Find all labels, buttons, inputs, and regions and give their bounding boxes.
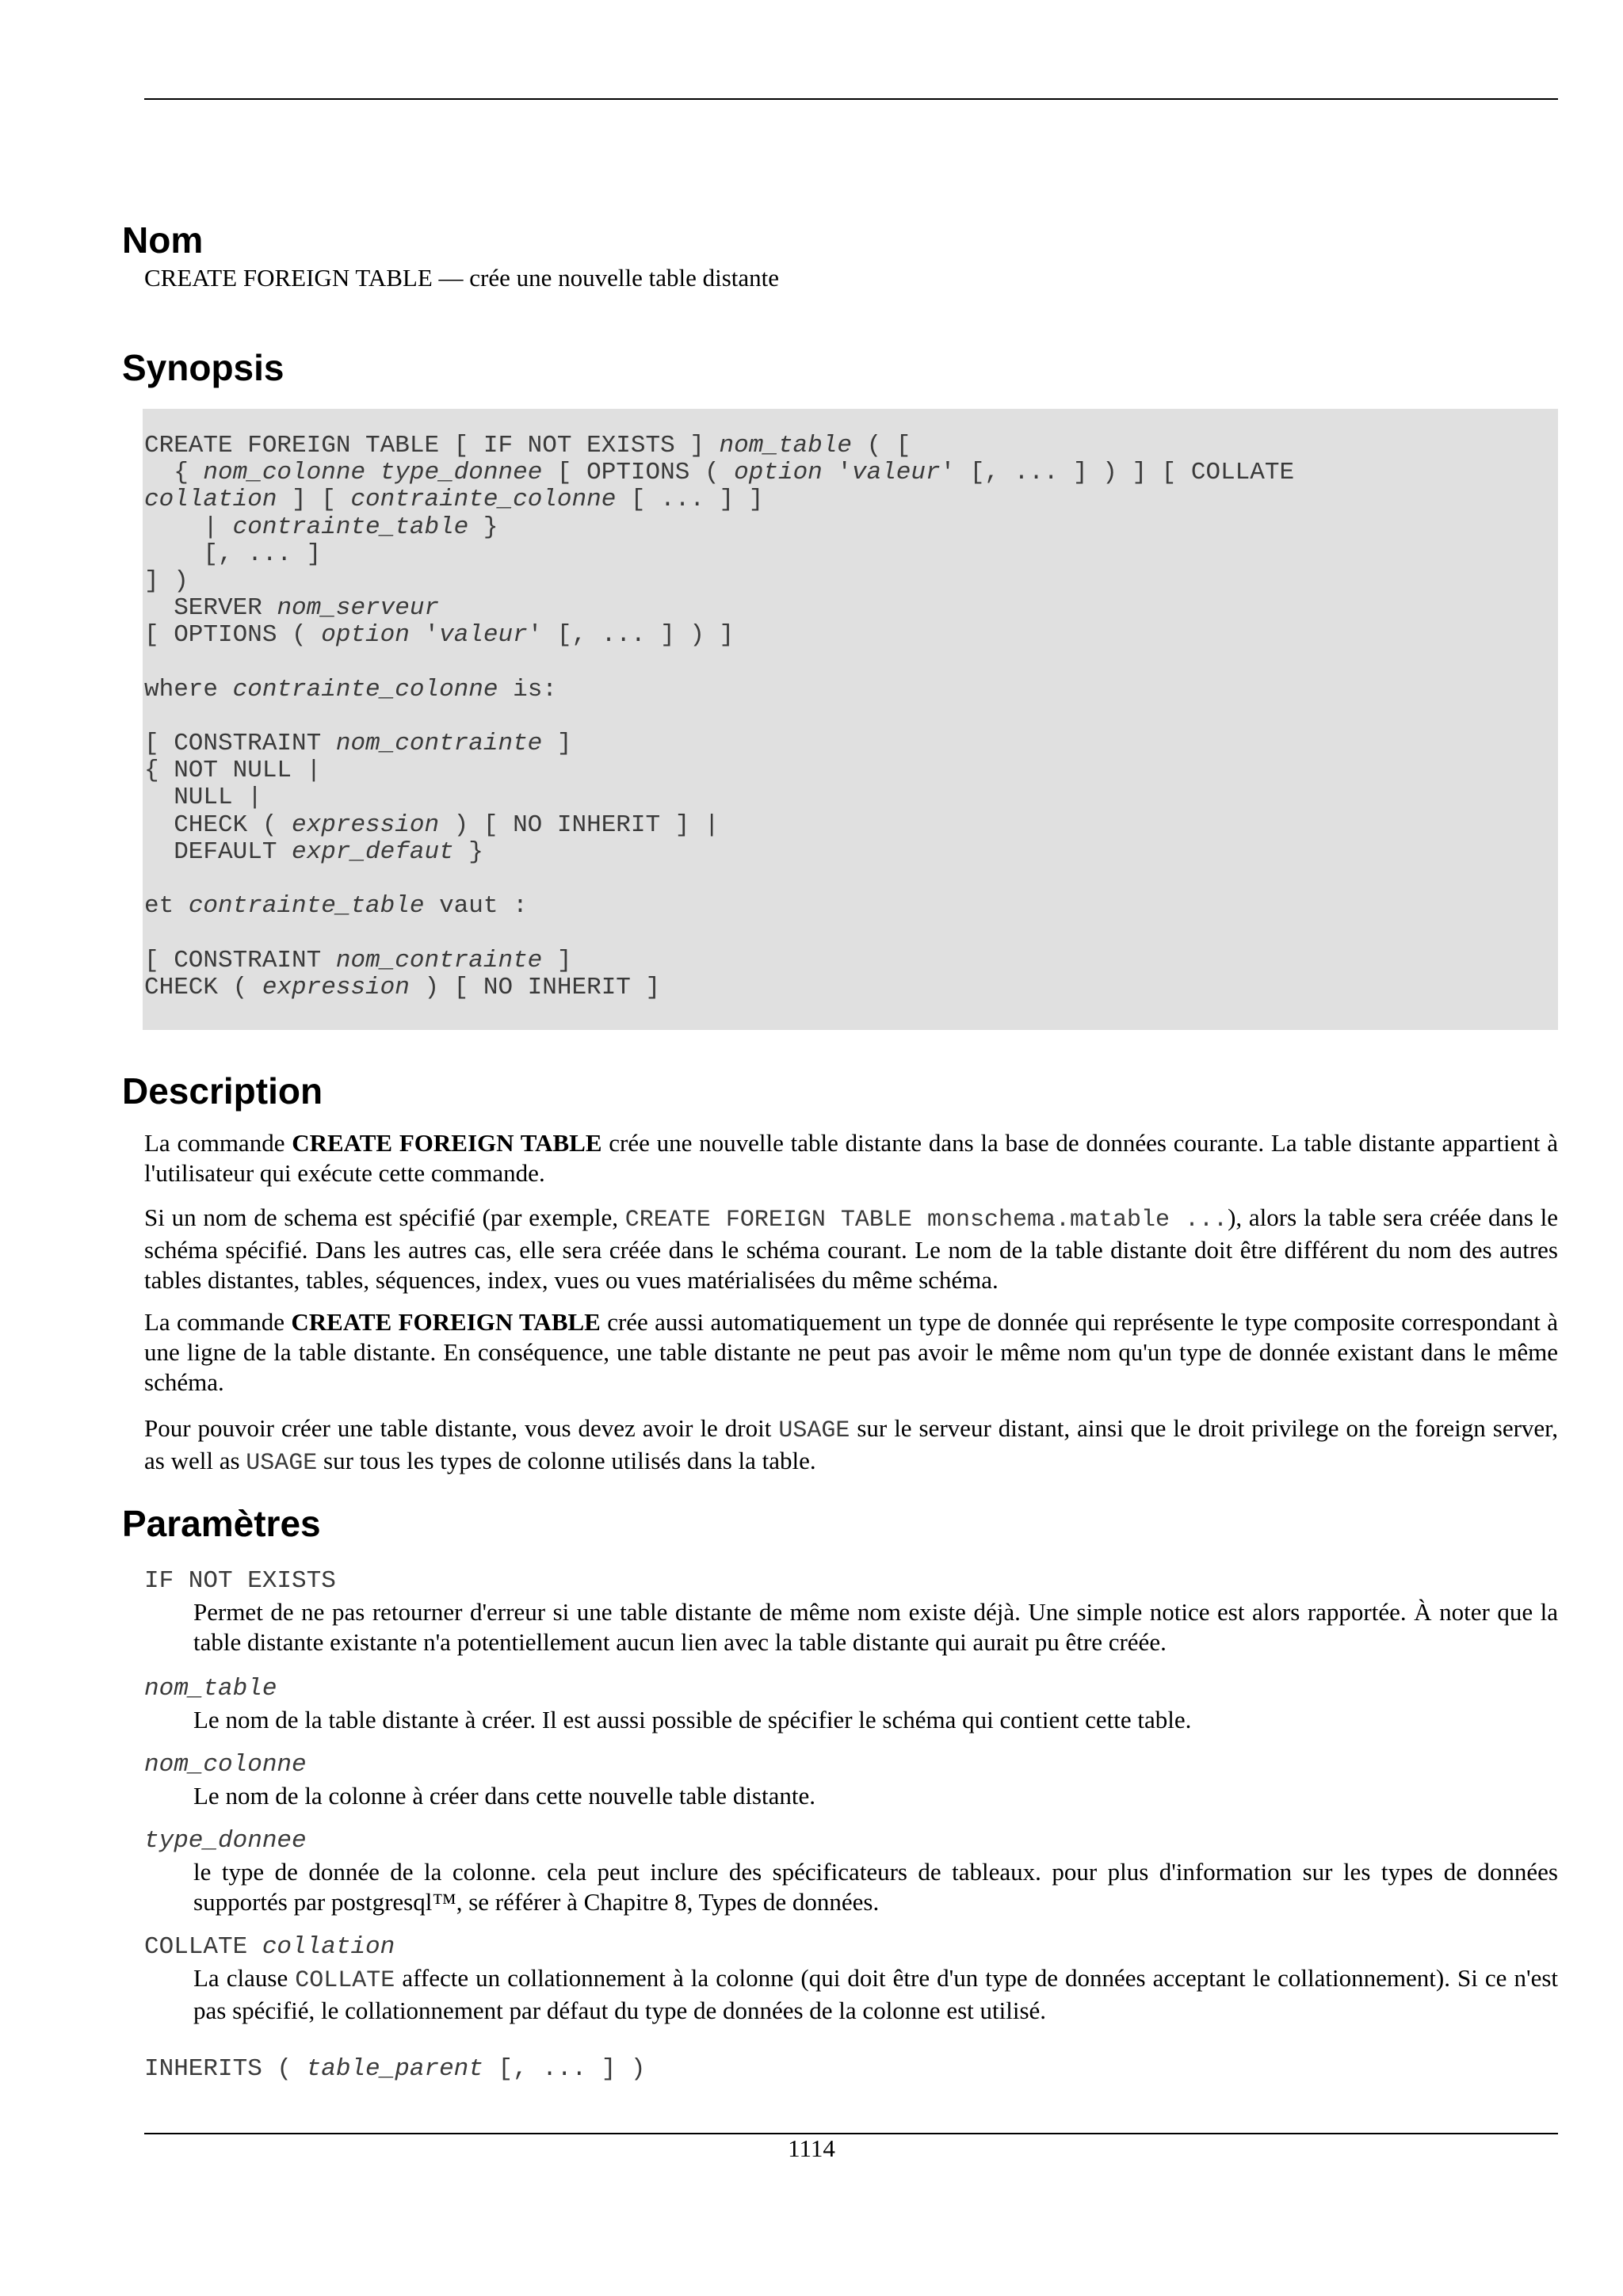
placeholder-term: valeur xyxy=(852,459,941,487)
code-text: ) [ NO INHERIT ] | xyxy=(439,810,720,839)
code-text: vaut : xyxy=(424,892,528,921)
param-term xyxy=(144,2055,646,2084)
synopsis-line xyxy=(144,893,1558,920)
code-text: } xyxy=(468,513,498,541)
code-text: ] xyxy=(542,730,572,758)
text-run: crée aussi automatiquement un type de donnée qui représente le type composite correspondant à une ligne de la table distante. En conséquence, une table distante ne peut pas avoir le même nom qu'un type de donnée existant dans le même schéma. xyxy=(144,1308,1559,1396)
code-text: where xyxy=(144,675,233,704)
code-text: is: xyxy=(498,675,557,704)
param-definition: le type de donnée de la colonne. cela peut inclure des spécificateurs de tableaux. pour plus d'information sur les types de données supportés par postgresql™, se référer à Chapitre 8, Types de données. xyxy=(193,1858,1558,1916)
param-term xyxy=(144,1675,277,1703)
synopsis-line xyxy=(144,650,1558,677)
placeholder-term: nom_colonne xyxy=(203,459,366,487)
placeholder-term: option xyxy=(734,459,823,487)
description-paragraph-4 xyxy=(144,1413,1558,1478)
synopsis-line xyxy=(144,677,1558,704)
text-run: ), alors la table sera créée dans le schéma spécifié. Dans les autres cas, elle sera créée dans le schéma courant. Le nom de la table distante doit être différent du nom des autres tables distantes, tables, séquences, index, vues ou vues matérialisées du même schéma. xyxy=(144,1203,1558,1294)
command-name: CREATE FOREIGN TABLE xyxy=(292,1129,602,1157)
placeholder-term: type_donnee xyxy=(144,1827,307,1855)
code-text: et xyxy=(144,892,189,921)
placeholder-term: collation xyxy=(262,1933,395,1961)
command-name: CREATE FOREIGN TABLE xyxy=(291,1308,601,1336)
code-text: CHECK ( xyxy=(144,973,262,1001)
text-run: La commande xyxy=(144,1308,292,1336)
placeholder-term: expression xyxy=(262,973,410,1001)
placeholder-term: nom_table xyxy=(144,1675,277,1703)
placeholder-term: expr_defaut xyxy=(292,837,454,866)
param-term xyxy=(144,1827,307,1855)
code-text: } xyxy=(453,837,483,866)
synopsis-line xyxy=(144,433,1558,460)
code-text: ] ) xyxy=(144,566,189,595)
synopsis-line xyxy=(144,866,1558,893)
synopsis-line xyxy=(144,704,1558,730)
code-text: ( [ xyxy=(851,432,911,460)
inline-code: COLLATE xyxy=(295,1967,395,1994)
code-text: ' xyxy=(409,621,440,650)
code-text: ] [ xyxy=(277,486,351,514)
text-run: Si un nom de schema est spécifié (par exemple, xyxy=(144,1203,625,1231)
heading-parametres: Paramètres xyxy=(122,1503,321,1544)
code-text: COLLATE xyxy=(144,1933,262,1961)
code-text: INHERITS ( xyxy=(144,2055,307,2083)
placeholder-term: contrainte_colonne xyxy=(350,486,617,514)
code-text: [ CONSTRAINT xyxy=(144,730,336,758)
synopsis-code-block xyxy=(143,409,1558,1030)
inline-code: CREATE FOREIGN TABLE monschema.matable ... xyxy=(624,1207,1228,1234)
text-run: affecte un collationnement à la colonne (qui doit être d'un type de données acceptant le collationnement). Si ce n'est pas spécifié, le collationnement par défaut du type de données de la colonne est utilisé. xyxy=(193,1964,1559,2024)
code-text: ' [, ... ] ) ] xyxy=(527,621,735,650)
code-text: [, ... ] ) xyxy=(483,2055,646,2083)
synopsis-line xyxy=(144,486,1558,513)
code-text: | xyxy=(144,513,233,541)
code-text: [ ... ] ] xyxy=(616,486,764,514)
code-text: CREATE FOREIGN TABLE [ IF NOT EXISTS ] xyxy=(144,432,720,460)
code-text: [ OPTIONS ( xyxy=(542,459,735,487)
synopsis-line xyxy=(144,757,1558,784)
inline-code: USAGE xyxy=(246,1450,318,1477)
heading-synopsis: Synopsis xyxy=(122,347,285,388)
code-text: NULL | xyxy=(144,784,262,812)
description-paragraph-3 xyxy=(144,1307,1558,1398)
synopsis-line xyxy=(144,784,1558,811)
code-text: { xyxy=(144,459,204,487)
inline-code: USAGE xyxy=(778,1417,850,1444)
heading-nom: Nom xyxy=(122,219,204,261)
placeholder-term: nom_table xyxy=(719,432,852,460)
code-text: [ CONSTRAINT xyxy=(144,946,336,974)
param-term xyxy=(144,1933,395,1962)
placeholder-term: expression xyxy=(292,810,440,839)
synopsis-line xyxy=(144,812,1558,839)
description-paragraph-1 xyxy=(144,1128,1558,1188)
code-text: IF NOT EXISTS xyxy=(144,1567,336,1595)
code-text: ] xyxy=(542,946,572,974)
placeholder-term: nom_serveur xyxy=(277,594,440,623)
param-definition xyxy=(193,1963,1558,2026)
header-rule xyxy=(144,98,1558,100)
synopsis-line xyxy=(144,730,1558,757)
text-run: sur tous les types de colonne utilisés dans la table. xyxy=(317,1447,816,1474)
code-text xyxy=(365,459,380,486)
code-text: [, ... ] xyxy=(144,540,322,568)
placeholder-term: type_donnee xyxy=(380,459,543,487)
placeholder-term: valeur xyxy=(439,621,528,650)
placeholder-term: contrainte_colonne xyxy=(232,675,498,704)
synopsis-line xyxy=(144,622,1558,649)
description-paragraph-2 xyxy=(144,1203,1558,1295)
synopsis-line xyxy=(144,568,1558,595)
param-term xyxy=(144,1567,336,1596)
text-run: crée une nouvelle table distante dans la base de données courante. La table distante appartient à l'utilisateur qui exécute cette commande. xyxy=(144,1129,1558,1187)
code-text: CHECK ( xyxy=(144,810,292,839)
synopsis-line xyxy=(144,595,1558,622)
heading-description: Description xyxy=(122,1070,323,1112)
placeholder-term: option xyxy=(321,621,410,650)
synopsis-line xyxy=(144,839,1558,866)
synopsis-line xyxy=(144,541,1558,568)
code-text: { NOT NULL | xyxy=(144,757,322,785)
text-run: La commande xyxy=(144,1129,292,1157)
param-term xyxy=(144,1751,307,1779)
placeholder-term: table_parent xyxy=(306,2055,483,2083)
nom-text: CREATE FOREIGN TABLE — crée une nouvelle table distante xyxy=(144,264,780,292)
param-definition: Permet de ne pas retourner d'erreur si une table distante de même nom existe déjà. Une simple notice est alors rapportée. À noter que la table distante existante n'a potentiellement aucun lien avec la table distante qui aurait pu être créée. xyxy=(193,1598,1558,1656)
synopsis-line xyxy=(144,948,1558,974)
param-definition: Le nom de la table distante à créer. Il est aussi possible de spécifier le schéma qui contient cette table. xyxy=(193,1706,1192,1733)
code-text: ' [, ... ] ) ] [ COLLATE xyxy=(940,459,1295,487)
code-text: ' xyxy=(822,459,852,487)
placeholder-term: nom_contrainte xyxy=(335,730,543,758)
synopsis-line xyxy=(144,460,1558,486)
placeholder-term: contrainte_table xyxy=(232,513,469,541)
text-run: sur le serveur distant, ainsi que le droit privilege on the foreign server, as well as xyxy=(144,1414,1559,1474)
param-definition: Le nom de la colonne à créer dans cette nouvelle table distante. xyxy=(193,1782,815,1810)
placeholder-term: nom_colonne xyxy=(144,1751,307,1779)
placeholder-term: collation xyxy=(144,486,277,514)
code-text: ) [ NO INHERIT ] xyxy=(409,973,661,1001)
synopsis-line xyxy=(144,920,1558,947)
placeholder-term: nom_contrainte xyxy=(335,946,543,974)
code-text: [ OPTIONS ( xyxy=(144,621,322,650)
page-number: 1114 xyxy=(788,2134,835,2162)
text-run: La clause xyxy=(193,1964,296,1992)
placeholder-term: contrainte_table xyxy=(188,892,425,921)
synopsis-line xyxy=(144,974,1558,1001)
text-run: Pour pouvoir créer une table distante, vous devez avoir le droit xyxy=(144,1414,779,1442)
synopsis-line xyxy=(144,514,1558,541)
code-text: SERVER xyxy=(144,594,277,623)
code-text: DEFAULT xyxy=(144,837,292,866)
